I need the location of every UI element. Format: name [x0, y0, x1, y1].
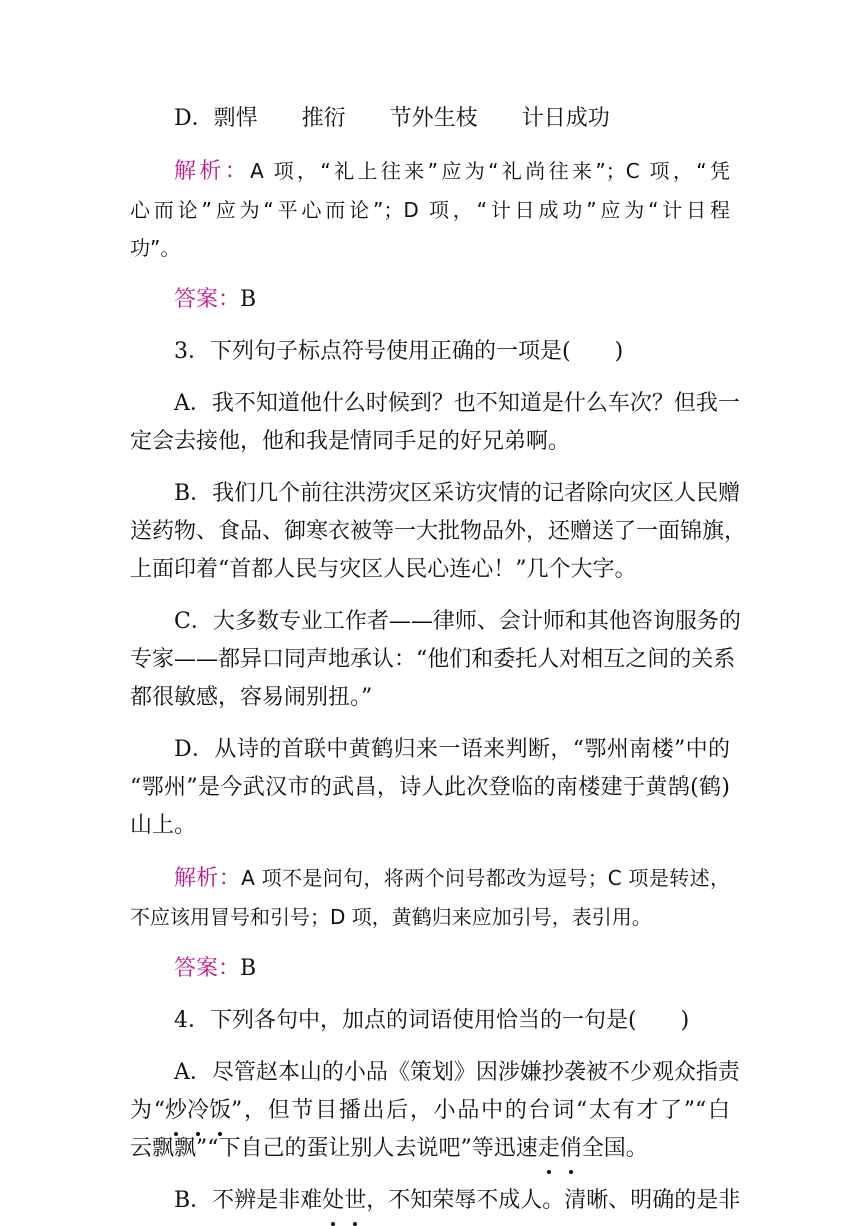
text-run: ，不知荣辱不成人。清晰、明确的是非 — [366, 1188, 741, 1213]
q3-option-c — [130, 603, 741, 717]
emphasis-char: 世 — [344, 1182, 366, 1220]
option-word: 计日成功 — [521, 106, 610, 131]
document-page — [130, 100, 747, 1220]
q4-stem: 4．下列各句中，加点的词语使用恰当的一句是( ) — [174, 1008, 690, 1033]
emphasis-char: 冷 — [187, 1092, 209, 1130]
option-line — [130, 1092, 730, 1130]
q3-analysis — [130, 859, 730, 936]
q3-option-d — [130, 731, 730, 845]
q4-option-b — [130, 1182, 741, 1220]
analysis-line — [130, 152, 730, 191]
emphasis-char: 饭 — [209, 1092, 231, 1130]
analysis-text: A 项不是问句，将两个问号都改为逗号；C 项是转述， — [241, 866, 730, 890]
dotted-word — [538, 1136, 582, 1161]
analysis-line — [130, 859, 730, 898]
option-line: D．从诗的首联中黄鹤归来一语来判断，“鄂州南楼”中的 — [174, 737, 730, 762]
q2-answer — [130, 281, 730, 319]
analysis-text: 心而论”应为“平心而论”；D 项，“计日成功”应为“计日程 — [130, 198, 730, 222]
answer-label: 答案： — [174, 287, 241, 312]
analysis-label: 解析： — [174, 159, 251, 184]
option-word: 推衍 — [301, 106, 346, 131]
option-line: 定会去接他，他和我是情同手足的好兄弟啊。 — [130, 429, 571, 454]
analysis-text: 功”。 — [130, 236, 181, 260]
option-word: 节外生枝 — [389, 106, 478, 131]
option-line: A．尽管赵本山的小品《策划》因涉嫌抄袭被不少观众指责 — [174, 1060, 740, 1085]
option-line — [130, 1182, 741, 1220]
option-line: 都很敏感，容易闹别扭。” — [130, 685, 373, 710]
answer-value: B — [240, 287, 257, 312]
dotted-word — [322, 1188, 366, 1213]
option-word: 剽悍 — [213, 106, 258, 131]
option-line: 上面印着“首都人民与灾区人民心连心！”几个大字。 — [130, 557, 637, 582]
answer-value: B — [240, 956, 257, 981]
q3-stem: 3．下列句子标点符号使用正确的一项是( ) — [174, 339, 624, 364]
option-line: 专家——都异口同声地承认：“他们和委托人对相互之间的关系 — [130, 647, 736, 672]
q2-option-d — [130, 100, 730, 138]
option-line: A．我不知道他什么时候到？也不知道是什么车次？但我一 — [174, 391, 740, 416]
option-line: 山上。 — [130, 813, 197, 838]
option-line: C．大多数专业工作者——律师、会计师和其他咨询服务的 — [174, 609, 741, 634]
answer-label: 答案： — [174, 956, 241, 981]
analysis-text: 不应该用冒号和引号；D 项，黄鹤归来应加引号，表引用。 — [130, 905, 652, 929]
text-run: 云飘飘”“下自己的蛋让别人去说吧”等迅速 — [130, 1136, 538, 1161]
text-run: 为“ — [130, 1098, 165, 1123]
q2-analysis — [130, 152, 730, 267]
text-run: ”，但节目播出后，小品中的台词“太有才了”“白 — [231, 1098, 730, 1123]
text-run: 全国。 — [581, 1136, 648, 1161]
emphasis-char: 处 — [322, 1182, 344, 1220]
option-prefix: D． — [174, 106, 214, 131]
emphasis-char: 走 — [538, 1130, 560, 1168]
analysis-text: A 项，“礼上往来”应为“礼尚往来”；C 项，“凭 — [250, 159, 730, 183]
option-line: B．我们几个前往洪涝灾区采访灾情的记者除向灾区人民赠 — [174, 481, 741, 506]
option-line: “鄂州”是今武汉市的武昌，诗人此次登临的南楼建于黄鹄(鹤) — [130, 775, 730, 800]
q3-option-a — [130, 385, 740, 461]
q3-option-b — [130, 475, 747, 589]
q3-answer — [130, 950, 730, 988]
text-run: B．不辨是非难 — [174, 1188, 323, 1213]
emphasis-char: 炒 — [165, 1092, 187, 1130]
emphasis-char: 俏 — [560, 1130, 582, 1168]
q4-option-a — [130, 1054, 740, 1168]
option-line: 送药物、食品、御寒衣被等一大批物品外，还赠送了一面锦旗， — [130, 519, 747, 544]
dotted-word — [165, 1098, 231, 1123]
analysis-label: 解析： — [174, 866, 242, 891]
